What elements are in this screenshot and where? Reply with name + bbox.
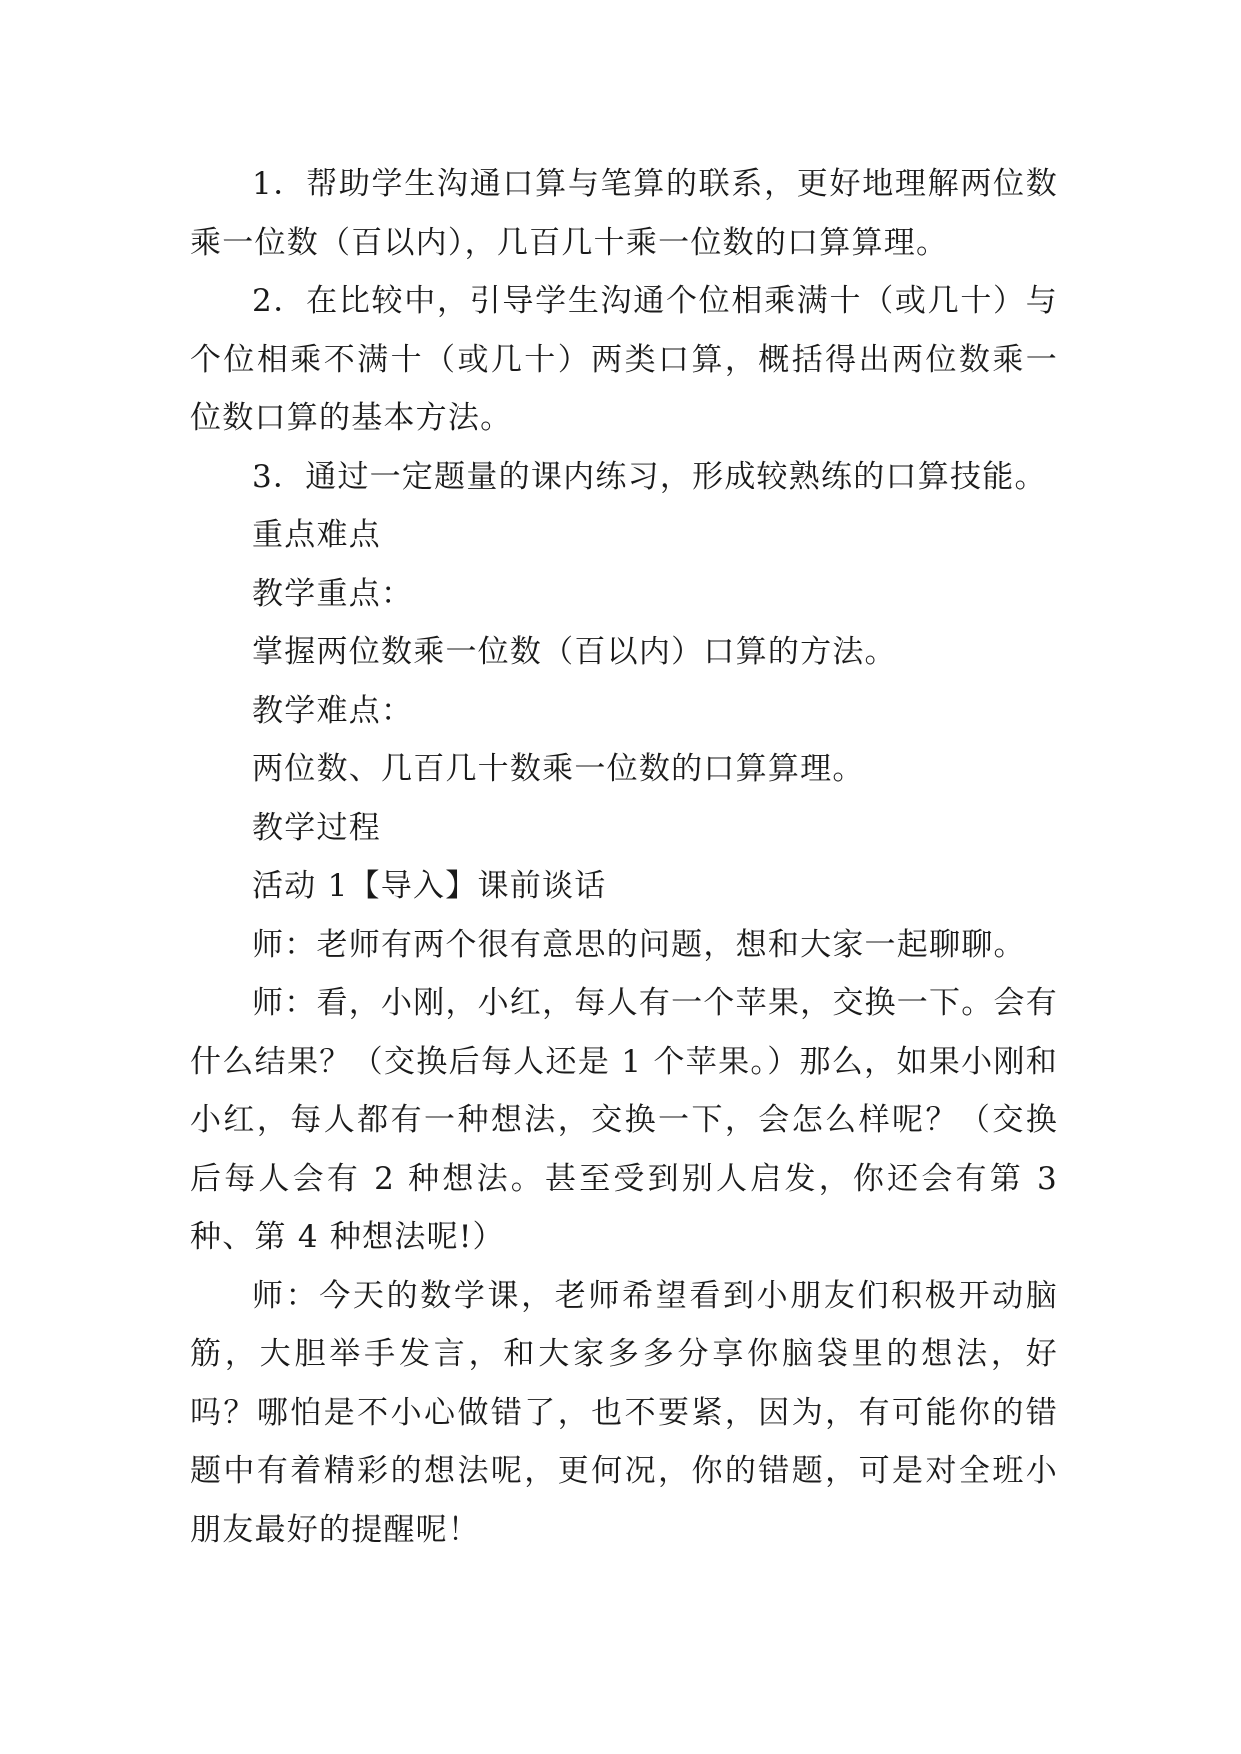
- section-heading-key-points: 重点难点: [252, 517, 381, 553]
- teacher-dialogue-3: 师：今天的数学课，老师希望看到小朋友们积极开动脑筋，大胆举手发言，和大家多多分享你脑袋里的想法，好吗？哪怕是不小心做错了，也不要紧，因为，有可能你的错题中有着精彩的想法呢，更何况，你的错题，可是对全班小朋友最好的提醒呢！: [190, 1277, 1058, 1548]
- objective-paragraph-1: 1．帮助学生沟通口算与笔算的联系，更好地理解两位数乘一位数（百以内），几百几十乘一位数的口算算理。: [190, 166, 1058, 261]
- teacher-dialogue-1: 师：老师有两个很有意思的问题，想和大家一起聊聊。: [252, 926, 1026, 963]
- teacher-dialogue-2: 师：看，小刚，小红，每人有一个苹果，交换一下。会有什么结果？（交换后每人还是 1 个苹果。）那么，如果小刚和小红，每人都有一种想法，交换一下，会怎么样呢？（交换后每人会有 2 种想法。甚至受到别人启发，你还会有第 3 种、第 4 种想法呢!）: [190, 985, 1058, 1255]
- objective-paragraph-3: 3．通过一定题量的课内练习，形成较熟练的口算技能。: [252, 458, 1047, 495]
- teaching-difficulty-text: 两位数、几百几十数乘一位数的口算算理。: [252, 751, 865, 787]
- objective-paragraph-2: 2．在比较中，引导学生沟通个位相乘满十（或几十）与个位相乘不满十（或几十）两类口算，概括得出两位数乘一位数口算的基本方法。: [190, 283, 1058, 436]
- activity-heading: 活动 1【导入】课前谈话: [252, 868, 607, 904]
- section-heading-teaching-process: 教学过程: [252, 809, 381, 846]
- document-body: [190, 155, 1058, 1559]
- teaching-focus-text: 掌握两位数乘一位数（百以内）口算的方法。: [252, 634, 897, 670]
- subheading-teaching-difficulty: 教学难点：: [252, 692, 414, 729]
- subheading-teaching-focus: 教学重点：: [252, 575, 414, 612]
